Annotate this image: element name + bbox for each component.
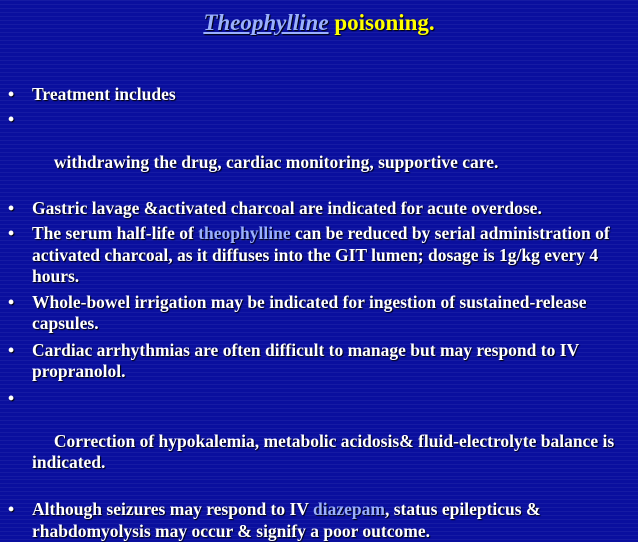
slide-title [0, 10, 638, 36]
bullet-dot: • [8, 197, 15, 218]
bullet-dot: • [8, 84, 15, 104]
bullet-item [8, 292, 634, 335]
bullet-item [8, 109, 634, 195]
title-drug-name: Theophylline [203, 10, 329, 35]
bullet-text: withdrawing the drug, cardiac monitoring, supportive care. [49, 151, 499, 172]
bullet-dot: • [8, 223, 15, 243]
bullet-item [8, 499, 634, 542]
bullet-item [8, 340, 634, 383]
bullet-item [8, 198, 634, 220]
highlight-theophylline: theophylline [198, 223, 291, 243]
bullet-text: Correction of hypokalemia, metabolic acidosis& fluid-electrolyte balance is indicated. [32, 430, 619, 472]
bullet-dot: • [8, 108, 15, 129]
bullet-text: Cardiac arrhythmias are often difficult to manage but may respond to IV propranolol. [32, 339, 579, 381]
bullet-text-start: The serum half-life of [32, 223, 199, 243]
bullet-item [8, 223, 634, 288]
highlight-diazepam: diazepam [313, 499, 385, 519]
bullet-text-end: can be reduced by serial administration of activated charcoal, as it diffuses into the GIT lumen; dosage is 1g/kg every 4 hours. [32, 223, 610, 286]
bullet-text: Treatment includes [32, 84, 176, 104]
bullet-dot: • [8, 339, 15, 360]
title-poisoning: poisoning. [334, 10, 435, 35]
bullet-dot: • [8, 291, 15, 312]
bullet-text-end: , status epilepticus & rhabdomyolysis may occur & signify a poor outcome. [32, 499, 541, 541]
bullet-dot: • [8, 387, 15, 408]
bullet-list [8, 84, 634, 542]
bullet-text: Whole-bowel irrigation may be indicated for ingestion of sustained-release capsules. [32, 291, 587, 333]
bullet-dot: • [8, 499, 15, 519]
bullet-text: Gastric lavage &activated charcoal are indicated for acute overdose. [32, 197, 542, 218]
bullet-text-start: Although seizures may respond to IV [32, 499, 314, 519]
bullet-item [8, 84, 634, 106]
